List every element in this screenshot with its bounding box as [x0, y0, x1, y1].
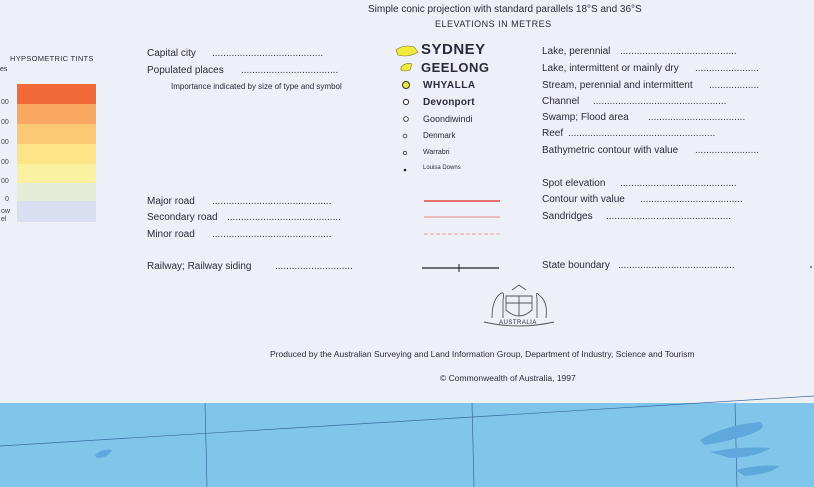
leader-dots: .............................................	[606, 211, 732, 222]
town-example: Louisa Downs	[423, 165, 461, 171]
town-example: Warrabri	[423, 149, 450, 156]
elevations-note: ELEVATIONS IN METRES	[435, 19, 552, 29]
reef-shape	[700, 422, 763, 445]
leader-dots: ...........................................	[212, 196, 332, 207]
stream-label: Stream, perennial and intermittent	[542, 80, 693, 91]
importance-note: Importance indicated by size of type and symbol	[171, 82, 342, 91]
producer-credit: Produced by the Australian Surveying and Land Information Group, Department of Industry, Science and Tourism	[270, 349, 695, 359]
leader-dots: .....................................	[640, 194, 743, 205]
leader-dots: ..................	[709, 80, 760, 91]
leader-dots: ..........................................	[618, 260, 735, 271]
town-example: GEELONG	[421, 60, 490, 75]
leader-dots: ...................................	[241, 65, 339, 76]
emblem-label: AUSTRALIA	[499, 320, 537, 326]
leader-dots: ..........................................	[620, 178, 737, 189]
leader-dots: ........................................	[212, 48, 324, 59]
sandridges-label: Sandridges	[542, 211, 593, 222]
graticule-line	[0, 396, 814, 446]
leader-dots: .....................................................	[568, 128, 716, 139]
tint-value: 00	[1, 119, 9, 126]
tint-value: ow	[1, 208, 10, 215]
leader-dots: ............................	[275, 261, 353, 272]
capital-city-example: SYDNEY	[421, 41, 486, 58]
leader-dots: .........................................	[227, 212, 341, 223]
leader-dots: .......................	[695, 145, 759, 156]
spot-elevation-label: Spot elevation	[542, 178, 606, 189]
reef-label: Reef	[542, 128, 564, 139]
copyright-notice: © Commonwealth of Australia, 1997	[440, 373, 576, 383]
minor-road-label: Minor road	[147, 229, 195, 240]
leader-dots: ................................................	[593, 96, 727, 107]
reef-shape	[735, 466, 780, 477]
contour-label: Contour with value	[542, 194, 625, 205]
major-road-label: Major road	[147, 196, 195, 207]
graticule-line	[205, 403, 207, 487]
town-example: Goondiwindi	[423, 114, 473, 124]
projection-note: Simple conic projection with standard parallels 18°S and 36°S	[368, 4, 642, 15]
state-boundary-label: State boundary	[542, 260, 610, 271]
hypsometric-unit: es	[0, 66, 8, 73]
capital-city-label: Capital city	[147, 48, 196, 59]
tint-value: 00	[1, 178, 9, 185]
swamp-label: Swamp; Flood area	[542, 112, 629, 123]
leader-dots: ...................................	[648, 112, 746, 123]
island-shape	[95, 450, 112, 458]
leader-dots: ...........................................	[212, 229, 332, 240]
town-example: Denmark	[423, 131, 456, 140]
leader-dots: ..........................................	[620, 46, 737, 57]
railway-label: Railway; Railway siding	[147, 261, 252, 272]
tint-value: 00	[1, 159, 9, 166]
town-example: Devonport	[423, 97, 475, 108]
populated-places-label: Populated places	[147, 65, 224, 76]
graticule-line	[472, 403, 474, 487]
hypsometric-title: HYPSOMETRIC TINTS	[10, 54, 94, 63]
tint-value: el	[1, 216, 7, 223]
graticule-line	[735, 403, 737, 487]
channel-label: Channel	[542, 96, 580, 107]
tint-value: 00	[1, 99, 9, 106]
secondary-road-label: Secondary road	[147, 212, 218, 223]
bathymetric-label: Bathymetric contour with value	[542, 145, 679, 156]
tint-value: 0	[5, 196, 9, 203]
tint-value: 00	[1, 139, 9, 146]
reef-shape	[710, 448, 770, 459]
leader-dots: .......................	[695, 63, 759, 74]
town-example: WHYALLA	[423, 80, 476, 91]
lake-intermittent-label: Lake, intermittent or mainly dry	[542, 63, 679, 74]
lake-perennial-label: Lake, perennial	[542, 46, 611, 57]
